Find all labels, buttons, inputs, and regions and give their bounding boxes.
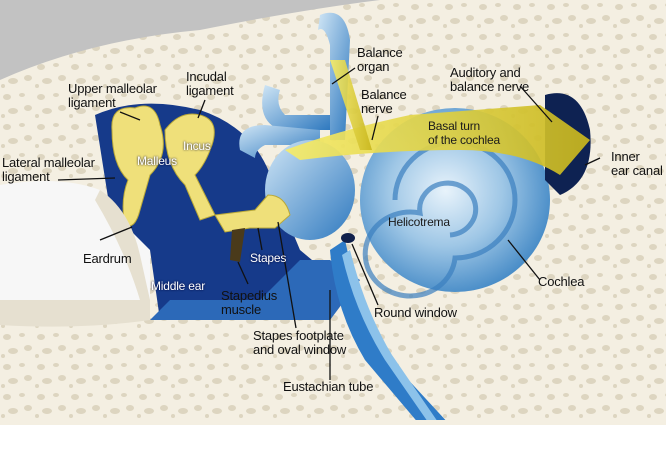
label-balance-organ: Balance organ <box>357 45 403 74</box>
label-auditory-balance-nerve: Auditory and balance nerve <box>450 65 530 94</box>
label-stapedius-muscle: Stapedius muscle <box>221 288 278 317</box>
label-cochlea: Cochlea <box>538 274 585 289</box>
label-incus: Incus <box>183 139 211 153</box>
label-incudal-ligament: Incudal ligament <box>186 69 234 98</box>
label-eustachian-tube: Eustachian tube <box>283 379 374 394</box>
label-balance-nerve: Balance nerve <box>361 87 407 116</box>
label-stapes-footplate-oval-window: Stapes footplate and oval window <box>253 328 347 357</box>
label-eardrum: Eardrum <box>83 251 132 266</box>
label-upper-malleolar-ligament: Upper malleolar ligament <box>68 81 157 110</box>
label-round-window: Round window <box>374 305 457 320</box>
label-stapes: Stapes <box>250 251 287 265</box>
label-inner-ear-canal: Inner ear canal <box>611 149 663 178</box>
bottom-margin <box>0 425 666 452</box>
label-middle-ear: Middle ear <box>151 279 206 293</box>
label-lateral-malleolar-ligament: Lateral malleolar ligament <box>2 155 95 184</box>
label-basal-turn-cochlea: Basal turn of the cochlea <box>428 119 500 147</box>
label-malleus: Malleus <box>137 154 177 168</box>
label-helicotrema: Helicotrema <box>388 215 450 229</box>
